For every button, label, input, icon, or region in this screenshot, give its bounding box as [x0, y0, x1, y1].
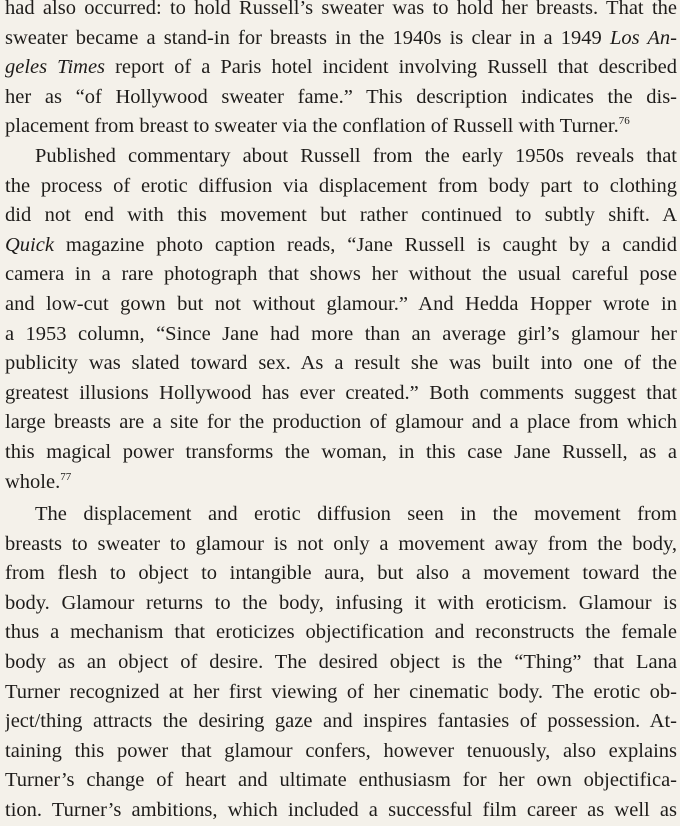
text-run: had also occurred: to hold Russell’s sweater was to hold her breasts. That the [5, 0, 677, 19]
footnote-marker: 76 [618, 115, 630, 128]
text-run: ject/thing attracts the desiring gaze and inspires fantasies of possession. At- [5, 710, 677, 733]
text-line [5, 320, 677, 350]
text-line [5, 678, 677, 708]
text-run: the process of erotic diffusion via displacement from body part to clothing [5, 174, 677, 197]
text-run: large breasts are a site for the production of glamour and a place from which [5, 411, 677, 434]
text-line [5, 231, 677, 261]
text-line [5, 559, 677, 589]
text-line [5, 24, 677, 54]
text-line [5, 53, 677, 83]
text-line [5, 349, 677, 379]
text-line [5, 796, 677, 826]
text-line [5, 707, 677, 737]
text-run: Published commentary about Russell from the early 1950s reveals that [35, 144, 677, 167]
italic-text: Los An- [609, 26, 677, 49]
italic-text: geles Times [5, 56, 106, 79]
text-line [5, 766, 677, 796]
text-line [5, 142, 677, 172]
text-line [5, 83, 677, 113]
text-run: whole. [5, 470, 61, 493]
text-line [5, 530, 677, 560]
text-run: did not end with this movement but rather continued to subtly shift. A [5, 204, 677, 227]
text-line [5, 112, 677, 142]
text-run: taining this power that glamour confers, however tenuously, also explains [5, 739, 677, 762]
text-line [5, 172, 677, 202]
text-line [5, 0, 677, 24]
text-line [5, 737, 677, 767]
text-run: breasts to sweater to glamour is not only a movement away from the body, [5, 532, 677, 555]
text-run: publicity was slated toward sex. As a result she was built into one of the [5, 352, 677, 375]
paragraph [5, 0, 677, 142]
text-line [5, 468, 677, 498]
text-run: sweater became a stand-in for breasts in the 1940s is clear in a 1949 [5, 26, 610, 49]
text-line [5, 201, 677, 231]
italic-text: Quick [5, 233, 54, 256]
text-line [5, 648, 677, 678]
text-run: and low-cut gown but not without glamour.” And Hedda Hopper wrote in [5, 292, 677, 315]
text-line [5, 290, 677, 320]
body-text [5, 0, 677, 826]
paragraph [5, 142, 677, 497]
text-run: camera in a rare photograph that shows her without the usual careful pose [5, 263, 677, 286]
text-run: greatest illusions Hollywood has ever created.” Both comments suggest that [5, 381, 677, 404]
text-run: body as an object of desire. The desired object is the “Thing” that Lana [5, 651, 677, 674]
text-run: thus a mechanism that eroticizes objectification and reconstructs the female [5, 621, 677, 644]
text-run: a 1953 column, “Since Jane had more than an average girl’s glamour her [5, 322, 677, 345]
text-line [5, 408, 677, 438]
text-run: from flesh to object to intangible aura, but also a movement toward the [5, 562, 677, 585]
text-run: her as “of Hollywood sweater fame.” This description indicates the dis- [5, 85, 677, 108]
text-run: this magical power transforms the woman, in this case Jane Russell, as a [5, 440, 677, 463]
footnote-marker: 77 [60, 470, 72, 483]
text-line [5, 260, 677, 290]
text-run: placement from breast to sweater via the conflation of Russell with Turner. [5, 115, 619, 138]
text-run: body. Glamour returns to the body, infusing it with eroticism. Glamour is [5, 591, 677, 614]
text-run: Turner recognized at her first viewing of her cinematic body. The erotic ob- [5, 680, 677, 703]
text-run: tion. Turner’s ambitions, which included a successful film career as well as [5, 799, 677, 822]
text-line [5, 500, 677, 530]
paragraph [5, 500, 677, 826]
text-run: report of a Paris hotel incident involving Russell that described [105, 56, 677, 79]
text-line [5, 618, 677, 648]
text-run: Turner’s change of heart and ultimate enthusiasm for her own objectifica- [5, 769, 677, 792]
text-line [5, 438, 677, 468]
text-line [5, 379, 677, 409]
text-run: magazine photo caption reads, “Jane Russell is caught by a candid [53, 233, 677, 256]
text-line [5, 589, 677, 619]
text-run: The displacement and erotic diffusion seen in the movement from [35, 503, 677, 526]
